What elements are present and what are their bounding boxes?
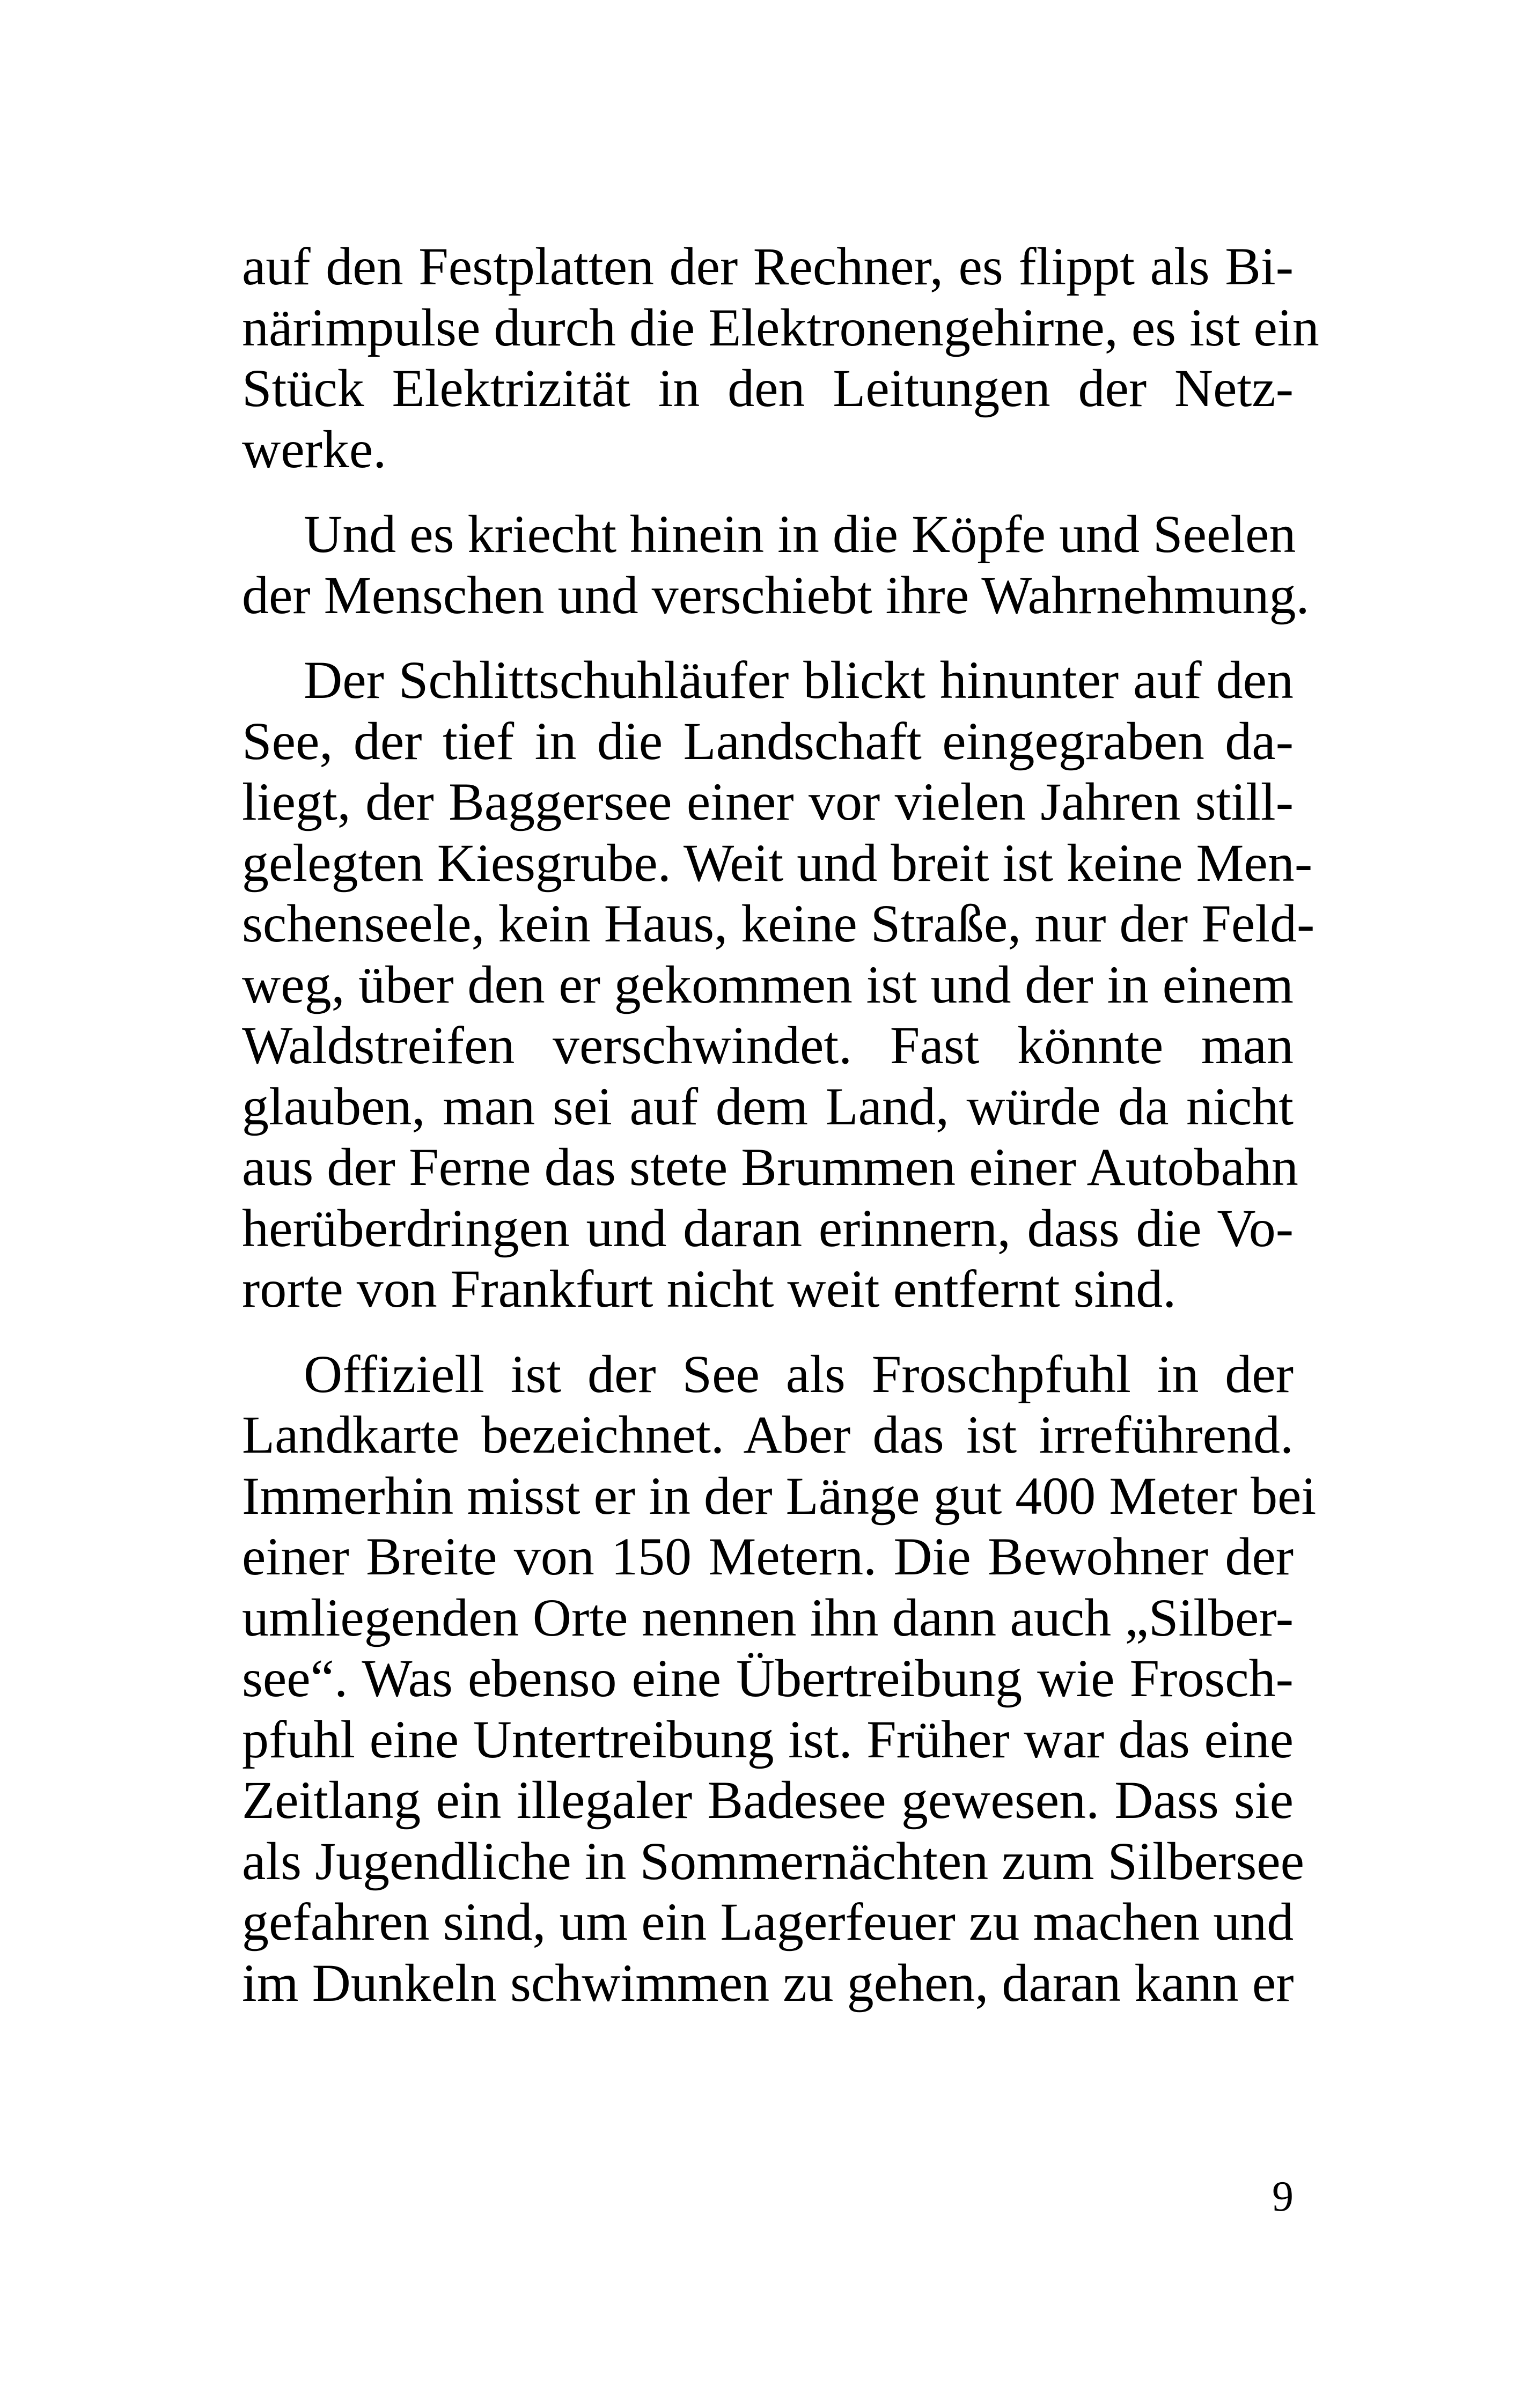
text-line: glauben, man sei auf dem Land, würde da nicht — [242, 1076, 1294, 1136]
text-line: liegt, der Baggersee einer vor vielen Jahren still- — [242, 772, 1294, 831]
text-line: Stück Elektrizität in den Leitungen der Netz- — [242, 358, 1294, 418]
body-text — [242, 236, 1319, 2013]
text-line: närimpulse durch die Elektronengehirne, es ist ein — [242, 297, 1319, 357]
text-line: im Dunkeln schwimmen zu gehen, daran kann er — [242, 1953, 1294, 2013]
text-line: schenseele, kein Haus, keine Straße, nur der Feld- — [242, 894, 1315, 953]
text-line: Der Schlittschuhläufer blickt hinunter auf den — [304, 650, 1294, 710]
text-line: gelegten Kiesgrube. Weit und breit ist keine Men- — [242, 833, 1313, 893]
text-line: rorte von Frankfurt nicht weit entfernt sind. — [242, 1259, 1177, 1319]
text-line: gefahren sind, um ein Lagerfeuer zu machen und — [242, 1892, 1294, 1952]
text-line: aus der Ferne das stete Brummen einer Autobahn — [242, 1137, 1298, 1197]
text-line: pfuhl eine Untertreibung ist. Früher war das eine — [242, 1709, 1294, 1769]
page-number: 9 — [1272, 2173, 1294, 2220]
text-line: Landkarte bezeichnet. Aber das ist irreführend. — [242, 1405, 1294, 1464]
text-line: see“. Was ebenso eine Übertreibung wie Frosch- — [242, 1648, 1294, 1708]
paragraph-gap — [242, 625, 1294, 650]
text-line: einer Breite von 150 Metern. Die Bewohner der — [242, 1527, 1294, 1586]
text-line: der Menschen und verschiebt ihre Wahrnehmung. — [242, 565, 1310, 625]
text-line: auf den Festplatten der Rechner, es flippt als Bi- — [242, 237, 1294, 296]
paragraph-gap — [242, 1320, 1294, 1344]
text-line: Waldstreifen verschwindet. Fast könnte man — [242, 1015, 1294, 1075]
text-line: herüberdringen und daran erinnern, dass die Vo- — [242, 1198, 1294, 1258]
text-line: weg, über den er gekommen ist und der in einem — [242, 954, 1294, 1014]
text-line: Offiziell ist der See als Froschpfuhl in der — [304, 1344, 1294, 1404]
text-line: Und es kriecht hinein in die Köpfe und Seelen — [304, 504, 1296, 564]
text-line: als Jugendliche in Sommernächten zum Silbersee — [242, 1831, 1305, 1891]
text-line: Immerhin misst er in der Länge gut 400 Meter bei — [242, 1466, 1317, 1526]
text-line: umliegenden Orte nennen ihn dann auch „Silber- — [242, 1587, 1294, 1647]
paragraph-gap — [242, 480, 1294, 504]
text-line: werke. — [242, 419, 387, 479]
text-line: Zeitlang ein illegaler Badesee gewesen. Dass sie — [242, 1770, 1294, 1830]
text-line: See, der tief in die Landschaft eingegraben da- — [242, 711, 1294, 771]
